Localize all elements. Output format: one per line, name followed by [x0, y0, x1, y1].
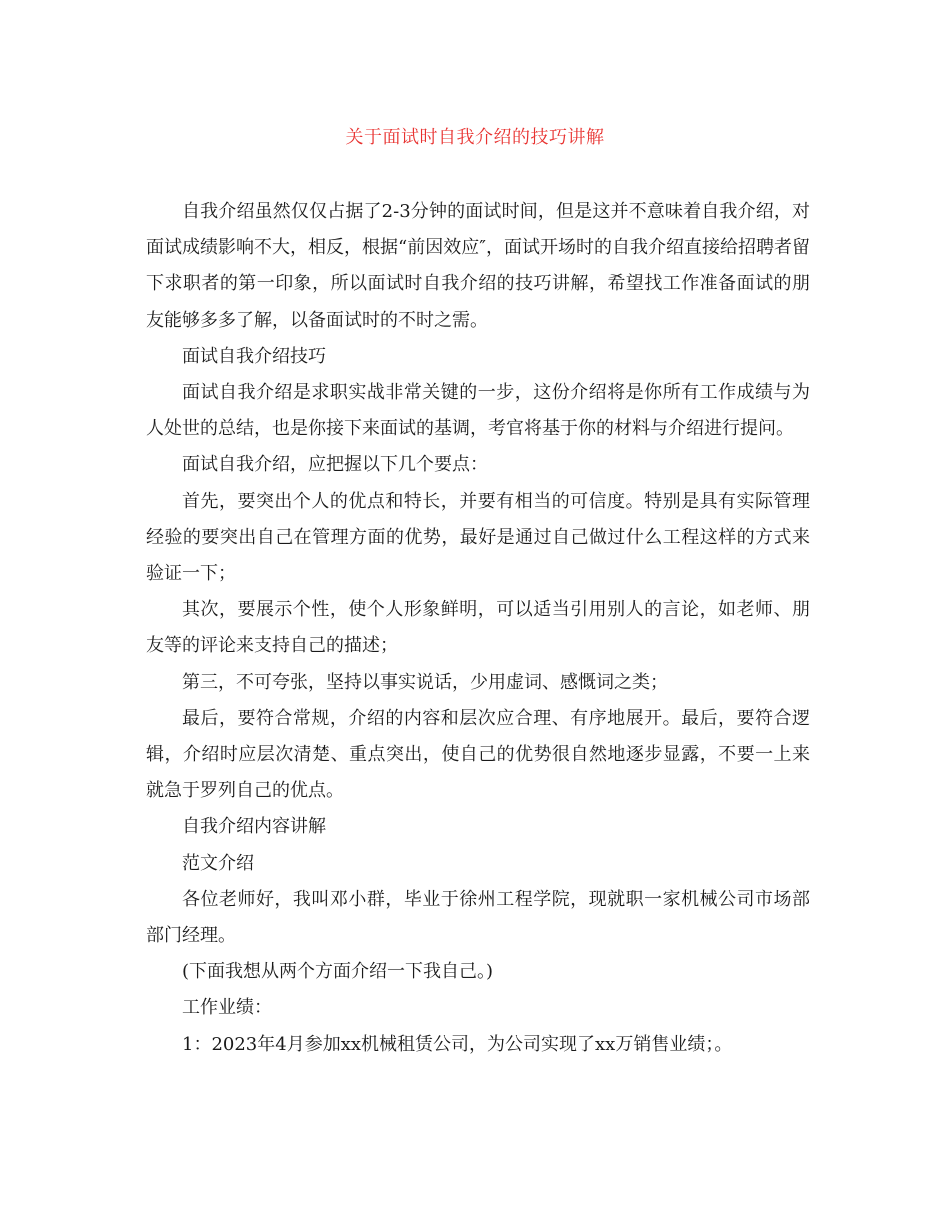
achievement-item-1: 1：2023年4月参加xx机械租赁公司，为公司实现了xx万销售业绩；。 — [182, 1033, 733, 1055]
tips-paragraph: 面试自我介绍是求职实战非常关键的一步，这份介绍将是你所有工作成绩与为人处世的总结，也是你接下来面试的基调，考官将基于你的材料与介绍进行提问。 — [146, 382, 810, 440]
section-heading-content: 自我介绍内容讲解 — [182, 816, 326, 838]
work-achievements-heading: 工作业绩： — [182, 997, 272, 1019]
point-second: 其次，要展示个性，使个人形象鲜明，可以适当引用别人的言论，如老师、朋友等的评论来支持自己的描述； — [146, 599, 810, 657]
sample-heading: 范文介绍 — [182, 852, 254, 874]
sample-outline: (下面我想从两个方面介绍一下我自己。) — [182, 961, 494, 983]
document-title: 关于面试时自我介绍的技巧讲解 — [345, 127, 605, 148]
point-first: 首先，要突出个人的优点和特长，并要有相当的可信度。特别是具有实际管理经验的要突出自己在管理方面的优势，最好是通过自己做过什么工程这样的方式来验证一下； — [146, 490, 810, 585]
key-points-heading: 面试自我介绍，应把握以下几个要点： — [182, 454, 488, 476]
point-third: 第三，不可夸张，坚持以事实说话，少用虚词、感慨词之类； — [182, 671, 668, 693]
sample-greeting: 各位老师好，我叫邓小群，毕业于徐州工程学院，现就职一家机械公司市场部部门经理。 — [146, 888, 810, 947]
intro-paragraph: 自我介绍虽然仅仅占据了2-3分钟的面试时间，但是这并不意味着自我介绍，对面试成绩影响不大，相反，根据“前因效应″，面试开场时的自我介绍直接给招聘者留下求职者的第一印象，所以面试时自我介绍的技巧讲解，希望找工作准备面试的朋友能够多多了解，以备面试时的不时之需。 — [146, 201, 810, 331]
section-heading-tips: 面试自我介绍技巧 — [182, 345, 326, 367]
document-body — [146, 194, 810, 1063]
point-last: 最后，要符合常规，介绍的内容和层次应合理、有序地展开。最后，要符合逻辑，介绍时应层次清楚、重点突出，使自己的优势很自然地逐步显露，不要一上来就急于罗列自己的优点。 — [146, 707, 810, 802]
